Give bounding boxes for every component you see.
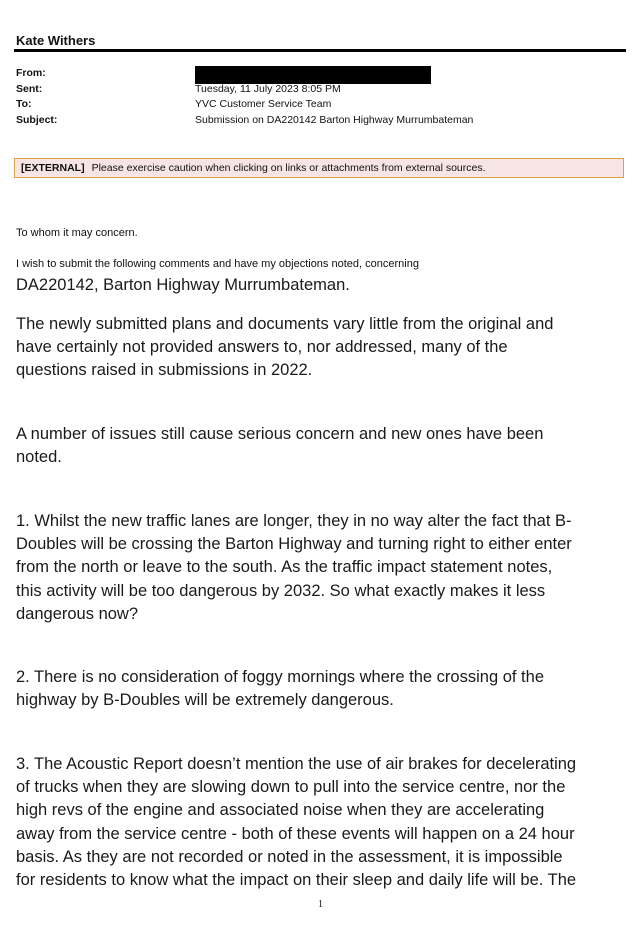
- paragraph-point-1: 1. Whilst the new traffic lanes are longer, they in no way alter the fact that B- Doubles will be crossing the Barton Highway and turning right to either enter from the north or leave to the south. As the traffic impact statement notes, this activity will be too dangerous by 2032. So what exactly makes it less dangerous now?: [16, 512, 572, 623]
- subject-value: Submission on DA220142 Barton Highway Murrumbateman: [195, 114, 474, 126]
- external-warning-banner: [14, 158, 624, 178]
- external-warning-text: Please exercise caution when clicking on links or attachments from external sources.: [91, 162, 486, 174]
- redacted-sender-address: [195, 66, 431, 84]
- greeting: To whom it may concern.: [16, 227, 138, 239]
- subject-label: Subject:: [16, 114, 58, 126]
- paragraph-point-2: 2. There is no consideration of foggy mornings where the crossing of the highway by B-Doubles will be extremely dangerous.: [16, 668, 544, 710]
- to-label: To:: [16, 98, 32, 110]
- from-label: From:: [16, 67, 46, 79]
- intro-line: I wish to submit the following comments and have my objections noted, concerning: [16, 258, 419, 270]
- paragraph-issues: A number of issues still cause serious concern and new ones have been noted.: [16, 425, 544, 467]
- paragraph-point-3: 3. The Acoustic Report doesn’t mention the use of air brakes for decelerating of trucks when they are slowing down to pull into the service centre, nor the high revs of the engine and associated noise when they are accelerating away from the service centre - both of these events will happen on a 24 hour basis. As they are not recorded or noted in the assessment, it is impossible for residents to know what the impact on their sleep and daily life will be. The: [16, 755, 577, 890]
- da-reference-line: DA220142, Barton Highway Murrumbateman.: [16, 276, 350, 294]
- to-value: YVC Customer Service Team: [195, 98, 332, 110]
- sent-label: Sent:: [16, 83, 43, 95]
- page-number: 1: [318, 899, 323, 910]
- sender-name: Kate Withers: [16, 33, 96, 48]
- sent-value: Tuesday, 11 July 2023 8:05 PM: [195, 83, 341, 95]
- paragraph-plans: The newly submitted plans and documents vary little from the original and have certainly not provided answers to, nor addressed, many of the questions raised in submissions in 2022.: [16, 315, 554, 380]
- header-divider: [14, 49, 626, 52]
- external-tag: [EXTERNAL]: [21, 162, 85, 174]
